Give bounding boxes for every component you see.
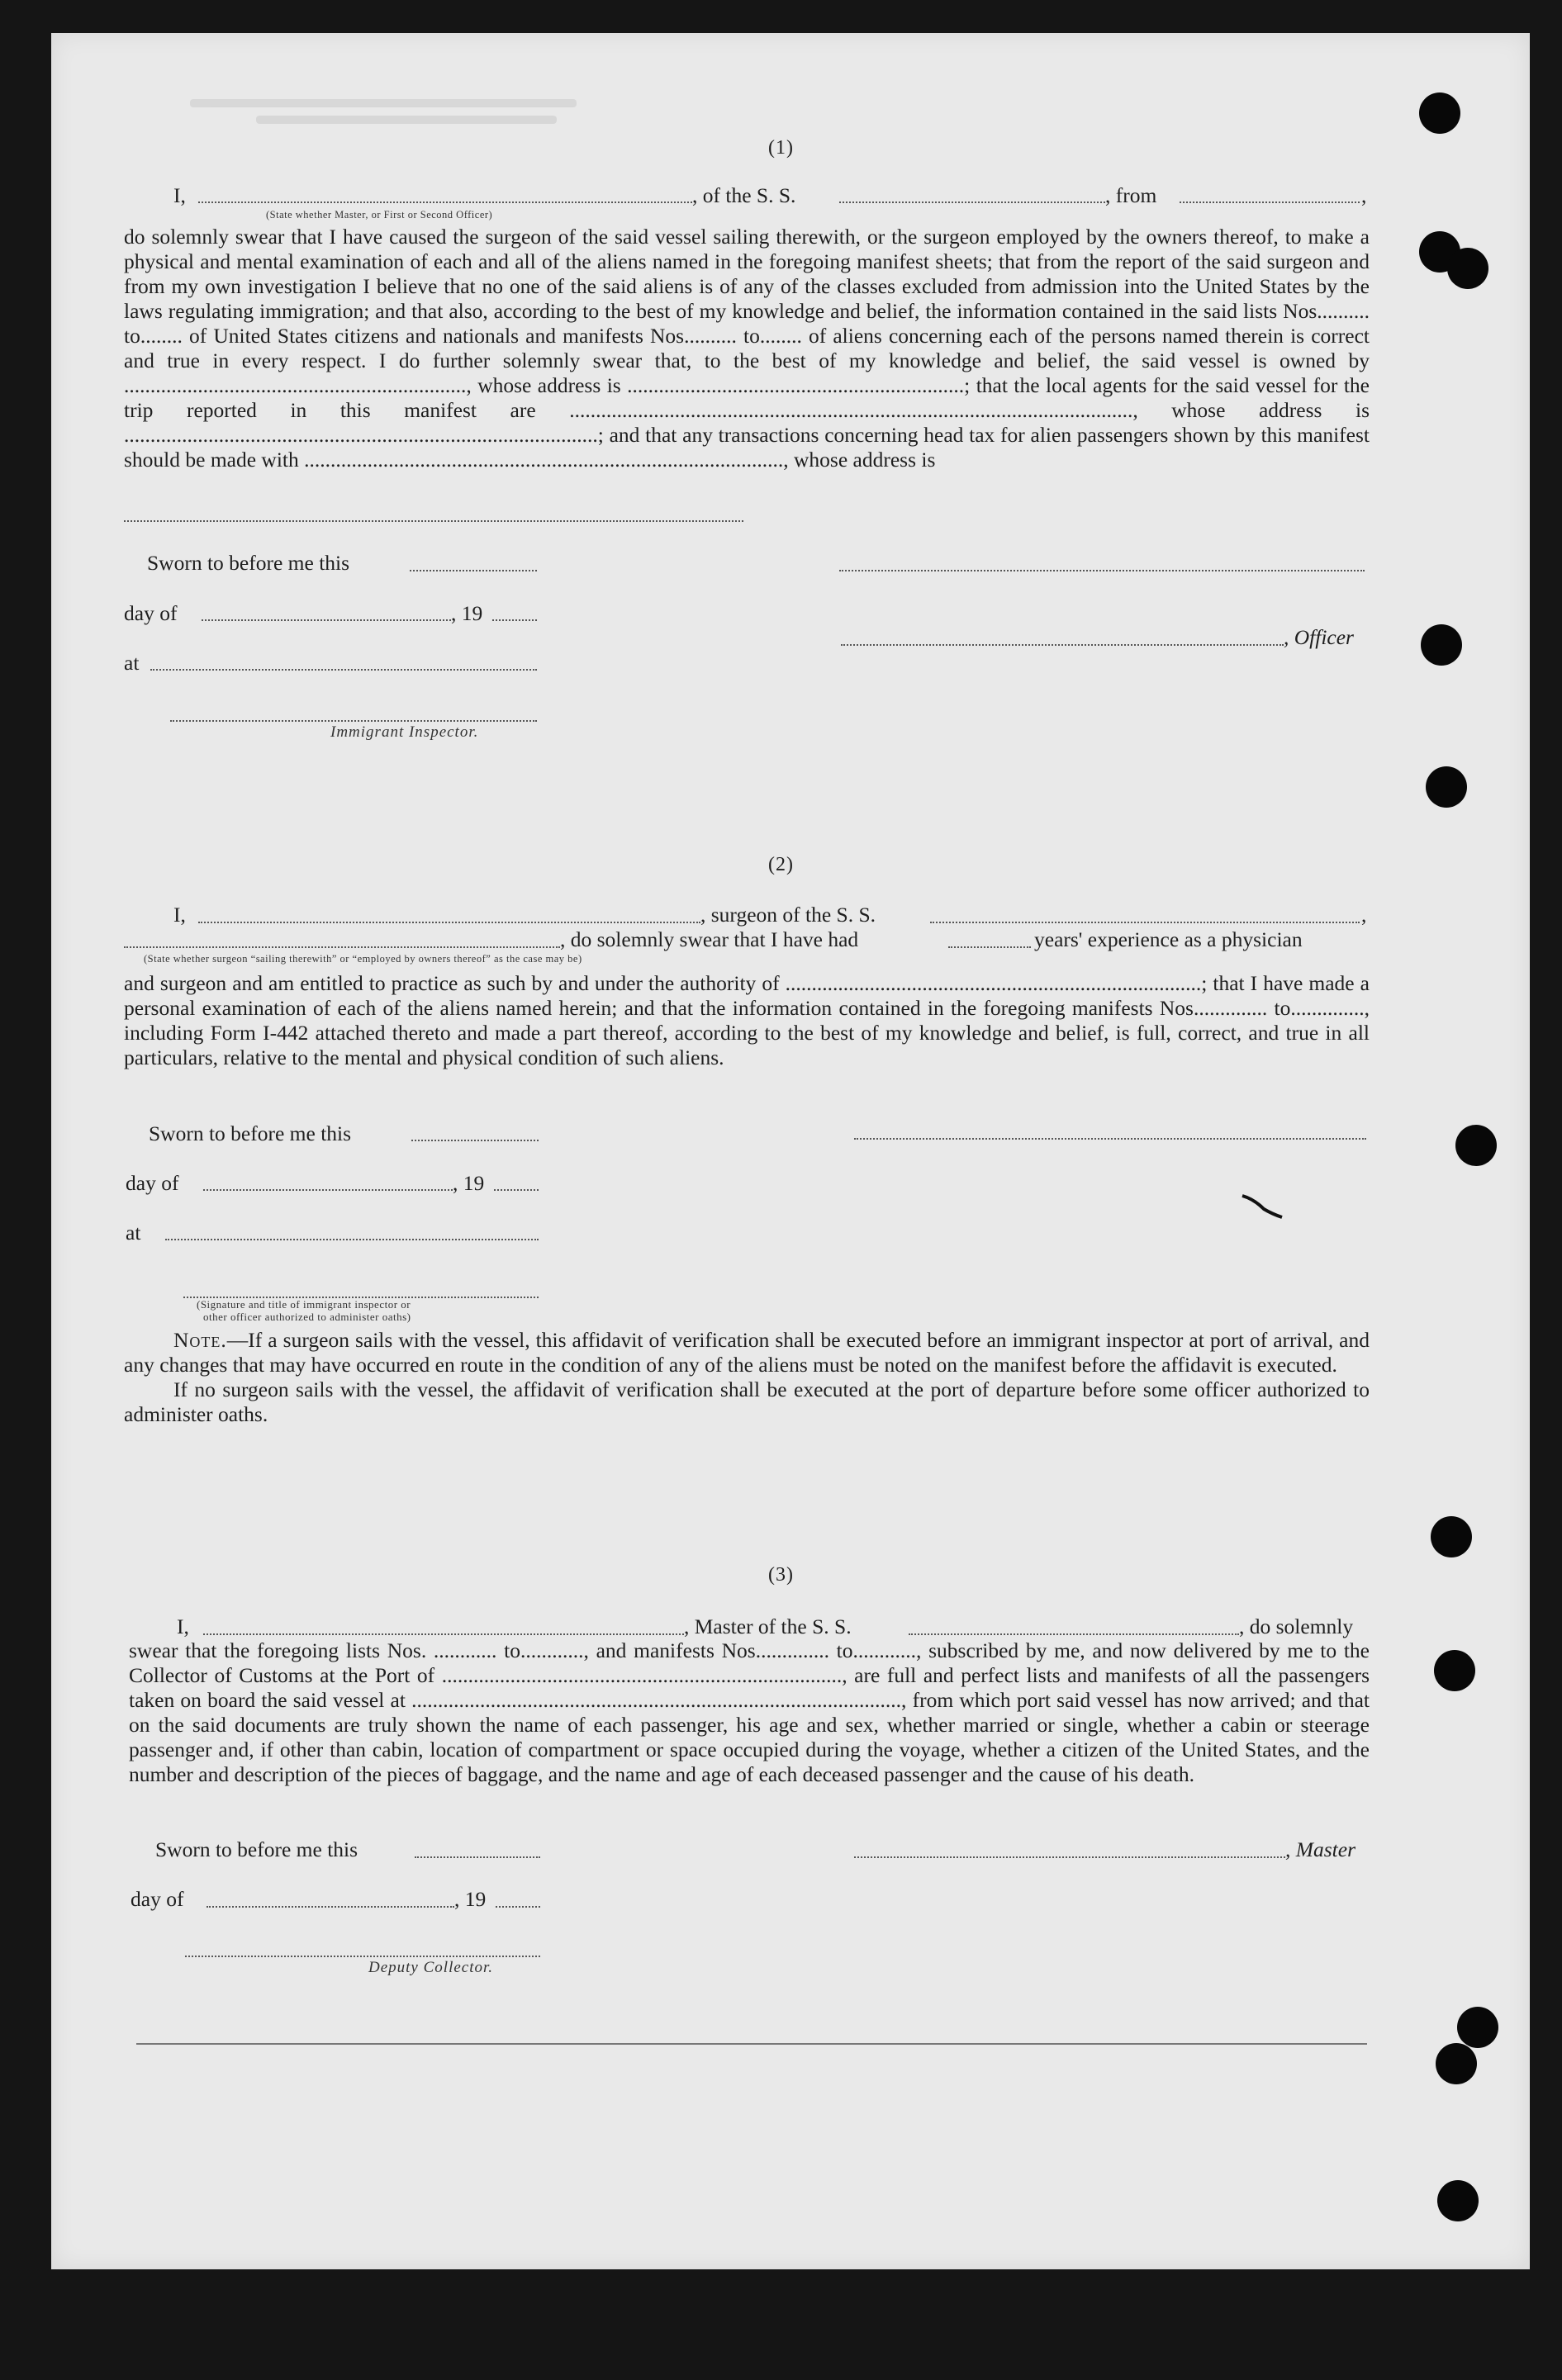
sec1-at-field[interactable] (150, 669, 537, 671)
section-2-number: (2) (768, 854, 794, 875)
sec1-head-tax-address-field[interactable] (124, 520, 743, 522)
punch-hole (1437, 2180, 1479, 2221)
sec3-sworn-date-field[interactable] (415, 1856, 540, 1858)
sec3-year-field[interactable] (496, 1906, 540, 1908)
sec3-master-signature-field[interactable] (854, 1856, 1285, 1858)
sec1-sworn-date-field[interactable] (410, 570, 537, 571)
sec1-officer-label: , Officer (1284, 625, 1354, 649)
punch-hole (1455, 1125, 1497, 1166)
punch-hole (1431, 1516, 1472, 1557)
sec2-surgeon-signature-field[interactable] (854, 1138, 1366, 1140)
section-1-number: (1) (768, 137, 794, 159)
sec2-note-1 (124, 1328, 1370, 1377)
punch-hole (1436, 2043, 1477, 2084)
sec3-collector-signature-field[interactable] (185, 1956, 540, 1957)
sec3-oath-body: swear that the foregoing lists Nos. ............ to............, and manifests Nos.............. to............, subscribed by me, and now delivered by me to the Collector of Customs at the Port of ............................................................................, are full and perfect lists and manifests of all the passengers taken on board the said vessel at ............................................................................................., from which port said vessel has now arrived; and that on the said documents are truly shown the name of each passenger, his age and sex, whether married or single, whether a cabin or steerage passenger and, if other than cabin, location of compartment or space occupied during the voyage, whether a citizen of the United States, and the number and description of the pieces of baggage, and the name and age of each deceased passenger and the cause of his death. (129, 1638, 1370, 1786)
sec2-years-label: years' experience as a physician (1034, 927, 1303, 951)
sec1-year-label: , 19 (451, 601, 483, 625)
sec3-deputy-caption: Deputy Collector. (368, 1959, 494, 1976)
sec2-day-of-field[interactable] (203, 1189, 453, 1191)
sec1-vessel-name-field[interactable] (839, 201, 1105, 203)
sec2-year-field[interactable] (494, 1189, 539, 1191)
sec1-comma: , (1361, 183, 1367, 207)
sec2-years-field[interactable] (948, 946, 1031, 948)
sec1-officer-signature-field[interactable] (839, 570, 1365, 571)
sec1-sworn-label: Sworn to before me this (147, 551, 350, 575)
sec1-oath-body: do solemnly swear that I have caused the surgeon of the said vessel sailing therewith, or the surgeon employed by the owners thereof, to make a physical and mental examination of each and all of the aliens named in the foregoing manifest sheets; that from the report of the said surgeon and from my own investigation I believe that no one of the said aliens is of any of the classes excluded from admission into the United States by the laws regulating immigration; and that also, according to the best of my knowledge and belief, the information contained in the said lists Nos.......... to........ of United States citizens and nationals and manifests Nos.......... to........ of aliens concerning each of the persons named therein is correct and true in every respect. I do further solemnly swear that, to the best of my knowledge and belief, the said vessel is owned by ................................................................., whose address is ................................................................; that the local agents for the said vessel for the trip reported in this manifest are ..........................................................................................................., whose address is ..........................................................................................; and that any transactions concerning head tax for alien passengers shown by this manifest should be made with ..........................................................................................., whose address is (124, 225, 1370, 472)
sec2-at-label: at (126, 1221, 141, 1245)
punch-hole (1419, 92, 1460, 134)
punch-hole (1434, 1650, 1475, 1691)
sec2-sig-caption-2: other officer authorized to administer oaths) (203, 1311, 411, 1323)
sec1-year-field[interactable] (492, 619, 537, 621)
punch-hole (1421, 624, 1462, 666)
sec1-day-of-label: day of (124, 601, 178, 625)
sec2-surgeon-hint: (State whether surgeon “sailing therewith” or “employed by owners thereof” as the case may be) (144, 953, 582, 965)
sec2-comma: , (1361, 903, 1367, 927)
bottom-rule (136, 2043, 1367, 2045)
sec1-inspector-caption: Immigrant Inspector. (330, 723, 479, 741)
sec2-at-field[interactable] (165, 1239, 539, 1240)
sec3-year-label: , 19 (454, 1887, 487, 1911)
sec3-solemnly: , do solemnly (1239, 1614, 1354, 1638)
sec2-note-label: Note. (173, 1328, 227, 1352)
sec3-I-label: I, (177, 1614, 189, 1638)
punch-hole (1447, 248, 1488, 289)
sec2-I-label: I, (173, 903, 186, 927)
sec2-day-of-label: day of (126, 1171, 179, 1195)
sec3-vessel-name-field[interactable] (909, 1633, 1239, 1635)
sec1-oath-text (124, 225, 1370, 472)
sec1-inspector-signature-field[interactable] (170, 720, 537, 722)
sec2-oath-body: and surgeon and am entitled to practice as such by and under the authority of ...............................................................................; that I have made a personal examination of each of the aliens named herein; and that the information contained in the foregoing manifests Nos.............. to.............., including Form I-442 attached thereto and made a part thereof, according to the best of my knowledge and belief, is full, correct, and true in all particulars, relative to the mental and physical condition of such aliens. (124, 971, 1370, 1069)
section-3-number: (3) (768, 1564, 794, 1586)
sec3-master-name-field[interactable] (203, 1633, 684, 1635)
pen-mark (1239, 1189, 1289, 1222)
sec2-surgeon-type-field[interactable] (124, 946, 560, 948)
sec1-from-port-field[interactable] (1180, 201, 1360, 203)
sec1-day-of-field[interactable] (202, 619, 451, 621)
sec3-sworn-label: Sworn to before me this (155, 1837, 358, 1861)
sec2-surgeon-name-field[interactable] (198, 922, 700, 923)
sec2-oath-text (124, 971, 1370, 1070)
sec3-day-of-label: day of (131, 1887, 184, 1911)
sec2-sworn-label: Sworn to before me this (149, 1121, 352, 1145)
sec3-day-of-field[interactable] (207, 1906, 454, 1908)
sec3-master-label: , Master (1285, 1837, 1355, 1861)
sec2-sig-caption-1: (Signature and title of immigrant inspector or (197, 1298, 411, 1311)
sec1-officer-name-field[interactable] (198, 201, 692, 203)
sec2-surgeon-of: , surgeon of the S. S. (700, 903, 876, 927)
sec2-sworn-date-field[interactable] (411, 1140, 539, 1141)
sec1-from: , from (1105, 183, 1157, 207)
sec3-master-of: , Master of the S. S. (684, 1614, 852, 1638)
punch-hole (1457, 2007, 1498, 2048)
sec2-solemnly: , do solemnly swear that I have had (560, 927, 859, 951)
sec2-note (124, 1328, 1370, 1427)
punch-hole (1426, 766, 1467, 808)
sec1-I-label: I, (173, 183, 186, 207)
sec2-note-1-text: —If a surgeon sails with the vessel, this affidavit of verification shall be executed before an immigrant inspector at port of arrival, and any changes that may have occurred en route in the condition of any of the aliens must be noted on the manifest before the affidavit is executed. (124, 1328, 1370, 1377)
sec2-year-label: , 19 (453, 1171, 485, 1195)
sec2-vessel-name-field[interactable] (930, 922, 1360, 923)
sec1-of-the-ss: , of the S. S. (692, 183, 796, 207)
sec3-oath-text (129, 1638, 1370, 1787)
sec1-officer-hint: (State whether Master, or First or Second Officer) (266, 209, 493, 220)
sec2-note-2: If no surgeon sails with the vessel, the affidavit of verification shall be executed at the port of departure before some officer authorized to administer oaths. (124, 1377, 1370, 1426)
sec1-at-label: at (124, 651, 140, 675)
sec1-officer-title-field[interactable] (841, 644, 1284, 646)
